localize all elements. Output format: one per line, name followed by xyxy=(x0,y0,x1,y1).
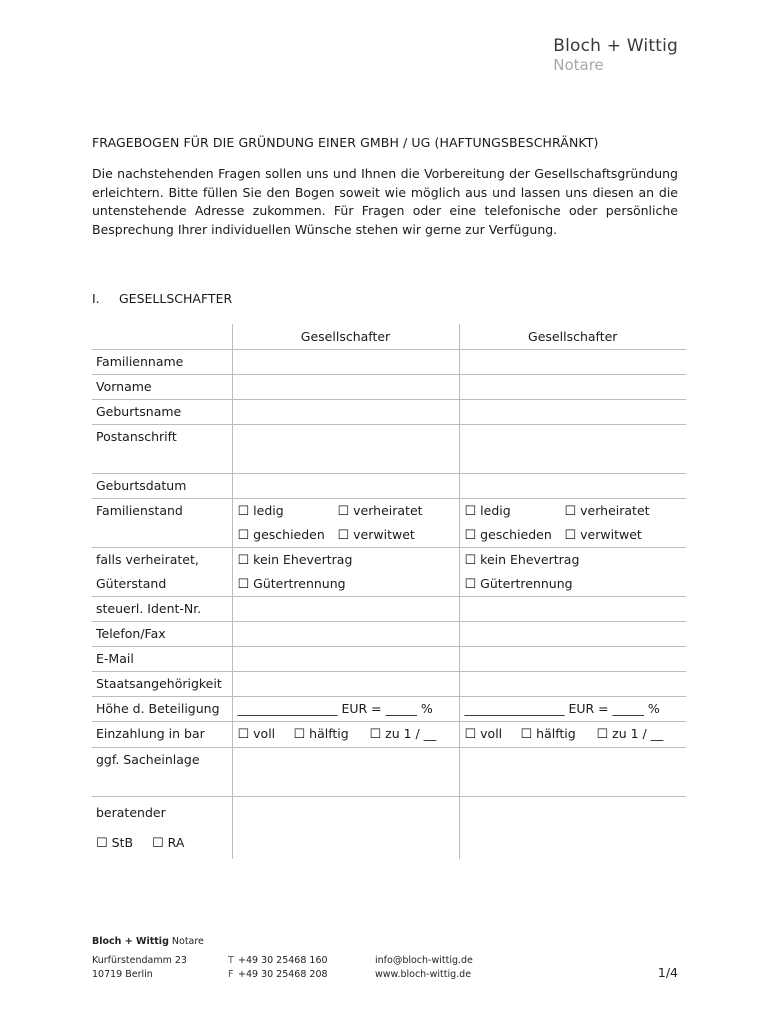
options-gueterstand-1 xyxy=(232,547,459,596)
footer-brand-bold: Bloch + Wittig xyxy=(92,936,169,947)
checkbox-icon: ☐ xyxy=(464,726,477,742)
field-sacheinlage-1[interactable] xyxy=(232,747,459,796)
checkbox-icon: ☐ xyxy=(520,726,533,742)
row-geburtsname xyxy=(92,399,686,424)
table-header-row xyxy=(92,324,686,349)
field-staatsangehoerigkeit-2[interactable] xyxy=(459,671,686,696)
field-geburtsname-1[interactable] xyxy=(232,399,459,424)
checkbox-zu-anteil[interactable]: ☐ zu 1 / __ xyxy=(596,725,664,742)
checkbox-guetertrennung[interactable]: ☐ Gütertrennung xyxy=(464,575,573,592)
row-einzahlung xyxy=(92,721,686,747)
label-gueterstand-line-2: Güterstand xyxy=(96,575,167,591)
row-vorname xyxy=(92,374,686,399)
page-number: 1/4 xyxy=(657,965,678,980)
section-title: GESELLSCHAFTER xyxy=(119,291,233,306)
field-vorname-2[interactable] xyxy=(459,374,686,399)
label-steuer-id: steuerl. Ident-Nr. xyxy=(92,596,232,621)
row-postanschrift xyxy=(92,424,686,473)
field-familienname-1[interactable] xyxy=(232,349,459,374)
field-vorname-1[interactable] xyxy=(232,374,459,399)
label-email: E-Mail xyxy=(92,646,232,671)
label-geburtsdatum: Geburtsdatum xyxy=(92,473,232,498)
label-sacheinlage: ggf. Sacheinlage xyxy=(92,747,232,796)
options-einzahlung-1 xyxy=(232,721,459,747)
field-geburtsname-2[interactable] xyxy=(459,399,686,424)
checkbox-verwitwet[interactable]: ☐ verwitwet xyxy=(564,526,642,543)
checkbox-icon: ☐ xyxy=(293,726,306,742)
checkbox-ledig[interactable]: ☐ ledig xyxy=(237,502,284,519)
label-beratender xyxy=(92,796,232,859)
row-familienname xyxy=(92,349,686,374)
row-sacheinlage xyxy=(92,747,686,796)
field-geburtsdatum-1[interactable] xyxy=(232,473,459,498)
field-telefon-2[interactable] xyxy=(459,621,686,646)
checkbox-guetertrennung[interactable]: ☐ Gütertrennung xyxy=(237,575,346,592)
tel-prefix: T xyxy=(228,955,234,966)
label-telefon: Telefon/Fax xyxy=(92,621,232,646)
field-email-2[interactable] xyxy=(459,646,686,671)
options-einzahlung-2 xyxy=(459,721,686,747)
company-logo xyxy=(553,36,678,75)
checkbox-verwitwet[interactable]: ☐ verwitwet xyxy=(337,526,415,543)
checkbox-zu-anteil[interactable]: ☐ zu 1 / __ xyxy=(369,725,437,742)
footer-address xyxy=(92,954,187,982)
row-familienstand xyxy=(92,498,686,547)
label-familienname: Familienname xyxy=(92,349,232,374)
field-email-1[interactable] xyxy=(232,646,459,671)
checkbox-icon: ☐ xyxy=(337,527,350,543)
logo-brand: Bloch + Wittig xyxy=(553,36,678,56)
options-familienstand-1 xyxy=(232,498,459,547)
column-header-shareholder-2: Gesellschafter xyxy=(459,324,686,349)
label-gueterstand-line-1: falls verheiratet, xyxy=(96,551,199,567)
section-heading xyxy=(92,291,232,306)
checkbox-haelftig[interactable]: ☐ hälftig xyxy=(293,725,349,742)
checkbox-geschieden[interactable]: ☐ geschieden xyxy=(464,526,552,543)
field-familienname-2[interactable] xyxy=(459,349,686,374)
field-steuer-id-1[interactable] xyxy=(232,596,459,621)
field-postanschrift-1[interactable] xyxy=(232,424,459,473)
checkbox-voll[interactable]: ☐ voll xyxy=(464,725,503,742)
checkbox-icon: ☐ xyxy=(152,835,164,851)
label-postanschrift: Postanschrift xyxy=(92,424,232,473)
footer-brand xyxy=(92,936,204,947)
row-geburtsdatum xyxy=(92,473,686,498)
checkbox-icon: ☐ xyxy=(237,576,250,592)
label-vorname: Vorname xyxy=(92,374,232,399)
label-beteiligung: Höhe d. Beteiligung xyxy=(92,696,232,721)
column-header-shareholder-1: Gesellschafter xyxy=(232,324,459,349)
checkbox-icon: ☐ xyxy=(596,726,609,742)
checkbox-icon: ☐ xyxy=(564,527,577,543)
field-sacheinlage-2[interactable] xyxy=(459,747,686,796)
label-familienstand: Familienstand xyxy=(92,498,232,547)
checkbox-icon: ☐ xyxy=(96,835,108,851)
row-staatsangehoerigkeit xyxy=(92,671,686,696)
checkbox-icon: ☐ xyxy=(464,576,477,592)
shareholder-table xyxy=(92,324,686,859)
footer-phone xyxy=(228,954,328,982)
checkbox-icon: ☐ xyxy=(564,503,577,519)
checkbox-ra[interactable]: ☐ RA xyxy=(152,834,185,851)
footer-city: 10719 Berlin xyxy=(92,969,153,980)
footer-tel: +49 30 25468 160 xyxy=(238,955,328,966)
options-gueterstand-2 xyxy=(459,547,686,596)
checkbox-voll[interactable]: ☐ voll xyxy=(237,725,276,742)
field-beteiligung-1[interactable]: ________________ EUR = _____ % xyxy=(232,696,459,721)
row-beratender xyxy=(92,796,686,859)
logo-subtitle: Notare xyxy=(553,56,604,74)
checkbox-icon: ☐ xyxy=(237,552,250,568)
field-postanschrift-2[interactable] xyxy=(459,424,686,473)
field-beratender-2[interactable] xyxy=(459,796,686,859)
checkbox-ledig[interactable]: ☐ ledig xyxy=(464,502,511,519)
row-telefon xyxy=(92,621,686,646)
footer-website[interactable]: www.bloch-wittig.de xyxy=(375,969,472,980)
footer-street: Kurfürstendamm 23 xyxy=(92,955,187,966)
label-staatsangehoerigkeit: Staatsangehörigkeit xyxy=(92,671,232,696)
checkbox-icon: ☐ xyxy=(464,552,477,568)
checkbox-verheiratet[interactable]: ☐ verheiratet xyxy=(564,502,650,519)
checkbox-icon: ☐ xyxy=(464,527,477,543)
fax-prefix: F xyxy=(228,969,234,980)
section-number: I. xyxy=(92,291,100,306)
footer-email[interactable]: info@bloch-wittig.de xyxy=(375,955,473,966)
footer-contact xyxy=(375,954,473,982)
checkbox-kein-ehevertrag[interactable]: ☐ kein Ehevertrag xyxy=(464,551,580,568)
row-gueterstand xyxy=(92,547,686,596)
checkbox-geschieden[interactable]: ☐ geschieden xyxy=(237,526,325,543)
checkbox-stb[interactable]: ☐ StB xyxy=(96,834,134,851)
document-title: FRAGEBOGEN FÜR DIE GRÜNDUNG EINER GMBH / UG (HAFTUNGSBESCHRÄNKT) xyxy=(92,135,599,150)
options-familienstand-2 xyxy=(459,498,686,547)
checkbox-icon: ☐ xyxy=(369,726,382,742)
field-geburtsdatum-2[interactable] xyxy=(459,473,686,498)
label-gueterstand xyxy=(92,547,232,596)
field-telefon-1[interactable] xyxy=(232,621,459,646)
label-einzahlung: Einzahlung in bar xyxy=(92,721,232,747)
field-staatsangehoerigkeit-1[interactable] xyxy=(232,671,459,696)
checkbox-icon: ☐ xyxy=(337,503,350,519)
label-geburtsname: Geburtsname xyxy=(92,399,232,424)
row-email xyxy=(92,646,686,671)
header-blank xyxy=(92,324,232,349)
checkbox-icon: ☐ xyxy=(237,503,250,519)
checkbox-icon: ☐ xyxy=(237,527,250,543)
row-beteiligung xyxy=(92,696,686,721)
field-steuer-id-2[interactable] xyxy=(459,596,686,621)
intro-paragraph: Die nachstehenden Fragen sollen uns und Ihnen die Vorbereitung der Gesellschaftsgründung erleichtern. Bitte füllen Sie den Bogen soweit wie möglich aus und lassen uns diesen an die untenstehende Adresse zukommen. Für Fragen oder eine telefonische oder persönliche Besprechung Ihrer individuellen Wünsche stehen wir gerne zur Verfügung. xyxy=(92,166,678,237)
field-beteiligung-2[interactable]: ________________ EUR = _____ % xyxy=(459,696,686,721)
checkbox-verheiratet[interactable]: ☐ verheiratet xyxy=(337,502,423,519)
footer-fax: +49 30 25468 208 xyxy=(238,969,328,980)
checkbox-icon: ☐ xyxy=(237,726,250,742)
checkbox-kein-ehevertrag[interactable]: ☐ kein Ehevertrag xyxy=(237,551,353,568)
field-beratender-1[interactable] xyxy=(232,796,459,859)
footer-brand-rest: Notare xyxy=(168,936,204,947)
checkbox-haelftig[interactable]: ☐ hälftig xyxy=(520,725,576,742)
label-beratender-text: beratender xyxy=(96,804,166,820)
row-steuer-id xyxy=(92,596,686,621)
checkbox-icon: ☐ xyxy=(464,503,477,519)
